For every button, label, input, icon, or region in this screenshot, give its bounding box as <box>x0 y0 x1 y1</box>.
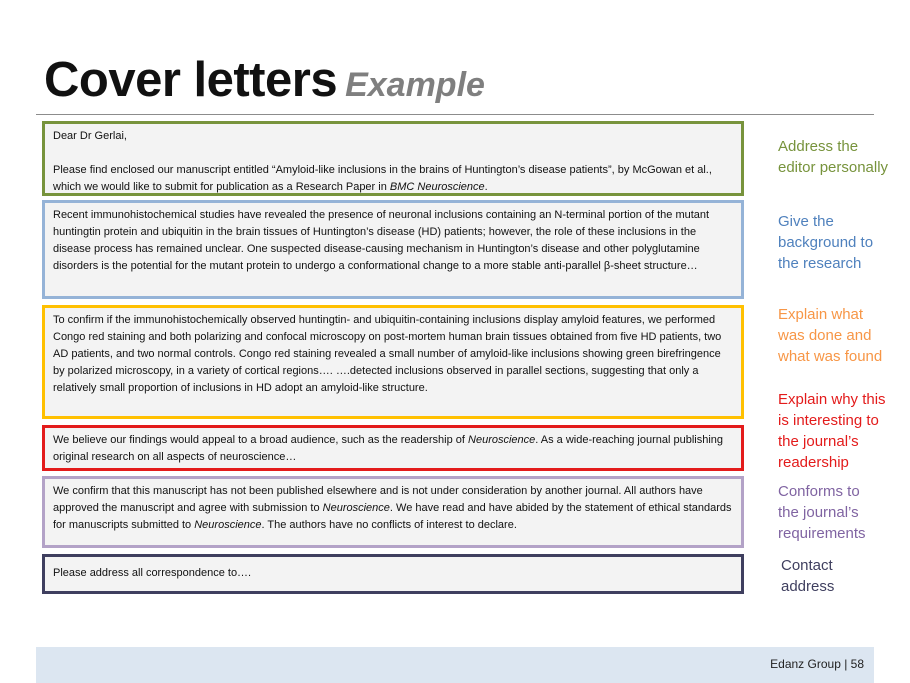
readership-text: We believe our findings would appeal to a broad audience, such as the readership of Neuroscience. As a wide-reaching journal publishing original research on all aspects of neuroscience… <box>53 434 724 463</box>
manuscript-intro-text: Please find enclosed our manuscript entitled “Amyloid-like inclusions in the brains of Huntington’s disease patients”, by McGowan et al., which we would like to submit for publication as a Research Paper in BMC Neuroscience. <box>53 164 712 193</box>
note-background: Give the background to the research <box>778 213 874 272</box>
salutation-text: Dear Dr Gerlai, <box>53 130 127 142</box>
journal-name: Neuroscience <box>194 519 262 531</box>
footer-bar <box>36 647 874 683</box>
slide-title <box>44 52 485 108</box>
note-address-editor: Address the editor personally <box>778 138 889 176</box>
note-readership: Explain why this is interesting to the journal’s readership <box>778 391 886 471</box>
background-box <box>42 200 744 299</box>
salutation-box <box>42 121 744 196</box>
journal-name: BMC Neuroscience <box>389 181 485 193</box>
note-contact: Contact address <box>781 557 835 595</box>
title-main: Cover letters <box>44 53 338 107</box>
note-methods: Explain what was done and what was found <box>778 306 883 365</box>
title-divider <box>36 114 874 115</box>
journal-name: Neuroscience <box>468 434 536 446</box>
contact-text: Please address all correspondence to…. <box>53 567 252 579</box>
readership-box <box>42 425 744 471</box>
background-text: Recent immunohistochemical studies have revealed the presence of neuronal inclusions containing an N-terminal portion of the mutant huntingtin protein and ubiquitin in the brain tissues of Huntington’s disease (HD) patients; however, the role of these inclusions in the disease process has remained unclear. One suspected disease-causing mechanism in Huntington’s disease and other polyglutamine disorders is the potential for the mutant protein to undergo a conformational change to a more stable anti-parallel β-sheet structure… <box>53 209 710 272</box>
methods-text: To confirm if the immunohistochemically observed huntingtin- and ubiquitin-containing inclusions display amyloid features, we performed Congo red staining and both polarizing and confocal microscopy on post-mortem human brain tissues obtained from five HD patients, two AD patients, and two normal controls. Congo red staining revealed a small number of amyloid-like inclusions showing green birefringence by polarized microscopy, in a variety of cortical regions…. ….detected inclusions observed in parallel sections, suggesting that only a relatively small proportion of inclusions in HD adopt an amyloid-like structure. <box>53 314 722 394</box>
footer-page-label: Edanz Group | 58 <box>770 657 864 671</box>
note-requirements: Conforms to the journal’s requirements <box>778 483 866 542</box>
contact-box <box>42 554 744 594</box>
title-example: Example <box>345 66 485 104</box>
requirements-box <box>42 476 744 548</box>
journal-name: Neuroscience <box>322 502 390 514</box>
methods-box <box>42 305 744 419</box>
requirements-text: We confirm that this manuscript has not been published elsewhere and is not under consideration by another journal. All authors have approved the manuscript and agree with submission to Neuroscience. We have read and have abided by the statement of ethical standards for manuscripts submitted to Neuroscience. The authors have no conflicts of interest to declare. <box>53 485 732 531</box>
